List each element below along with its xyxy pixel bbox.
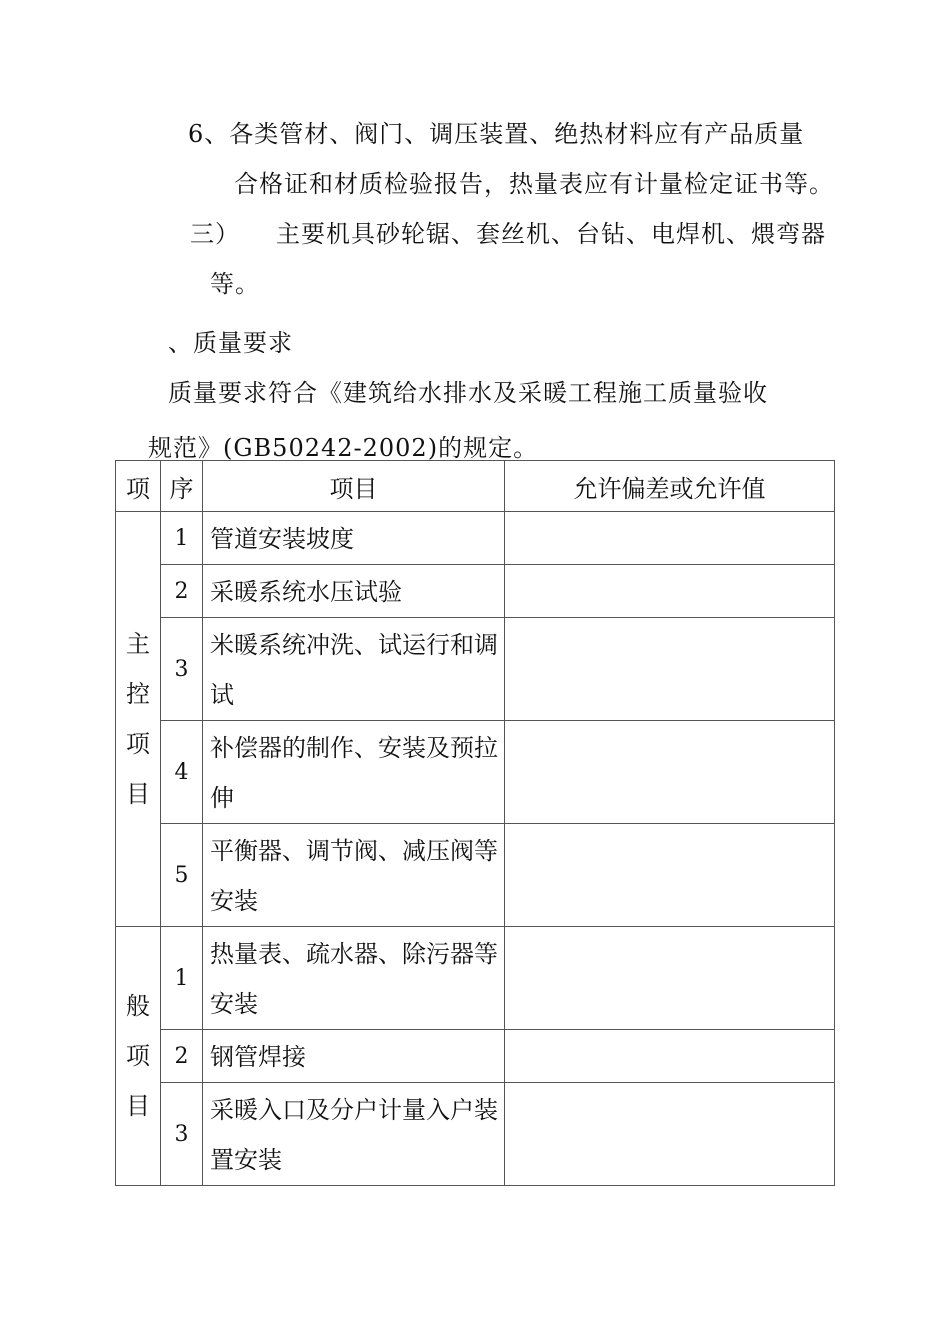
row-number: 2 <box>161 1030 203 1083</box>
table-row <box>116 927 835 1030</box>
quality-spec-table <box>115 460 835 1186</box>
header-tolerance: 允许偏差或允许值 <box>505 461 835 512</box>
row-item: 平衡器、调节阀、减压阀等安装 <box>203 824 505 927</box>
header-category: 项 <box>116 461 161 512</box>
row-item: 热量表、疏水器、除污器等安装 <box>203 927 505 1030</box>
row-number: 3 <box>161 618 203 721</box>
row-value <box>505 565 835 618</box>
row-value <box>505 824 835 927</box>
row-number: 1 <box>161 512 203 565</box>
row-item: 采暖系统水压试验 <box>203 565 505 618</box>
tools-text: 主要机具砂轮锯、套丝机、台钻、电焊机、煨弯器 <box>276 220 826 248</box>
table-row <box>116 512 835 565</box>
paragraph-tools-cont: 等。 <box>210 270 260 298</box>
group-general <box>116 927 161 1186</box>
row-item: 钢管焊接 <box>203 1030 505 1083</box>
section-marker: 三） <box>190 220 240 248</box>
paragraph-materials-cert: 6、各类管材、阀门、调压装置、绝热材料应有产品质量 <box>188 120 805 148</box>
row-value <box>505 721 835 824</box>
row-value <box>505 618 835 721</box>
row-value <box>505 1030 835 1083</box>
row-item: 补偿器的制作、安装及预拉伸 <box>203 721 505 824</box>
row-value <box>505 1083 835 1186</box>
row-value <box>505 512 835 565</box>
row-item: 采暖入口及分户计量入户装置安装 <box>203 1083 505 1186</box>
row-number: 2 <box>161 565 203 618</box>
table-row <box>116 565 835 618</box>
table-row <box>116 618 835 721</box>
section-heading-quality: 、质量要求 <box>168 329 293 357</box>
row-number: 1 <box>161 927 203 1030</box>
row-number: 4 <box>161 721 203 824</box>
group-label: 般项目 <box>126 992 150 1120</box>
group-label: 主控项目 <box>126 630 150 808</box>
paragraph-quality-standard-cont: 规范》(GB50242-2002)的规定。 <box>148 434 539 462</box>
table-row <box>116 824 835 927</box>
row-number: 3 <box>161 1083 203 1186</box>
paragraph-materials-cert-cont: 合格证和材质检验报告，热量表应有计量检定证书等。 <box>234 170 834 198</box>
table-row <box>116 721 835 824</box>
paragraph-quality-standard: 质量要求符合《建筑给水排水及采暖工程施工质量验收 <box>168 379 768 407</box>
table-header-row <box>116 461 835 512</box>
group-main-control <box>116 512 161 927</box>
row-number: 5 <box>161 824 203 927</box>
row-item: 米暖系统冲洗、试运行和调试 <box>203 618 505 721</box>
header-item: 项目 <box>203 461 505 512</box>
table-row <box>116 1083 835 1186</box>
paragraph-tools <box>190 219 826 249</box>
header-seq: 序 <box>161 461 203 512</box>
table-row <box>116 1030 835 1083</box>
row-item: 管道安装坡度 <box>203 512 505 565</box>
row-value <box>505 927 835 1030</box>
